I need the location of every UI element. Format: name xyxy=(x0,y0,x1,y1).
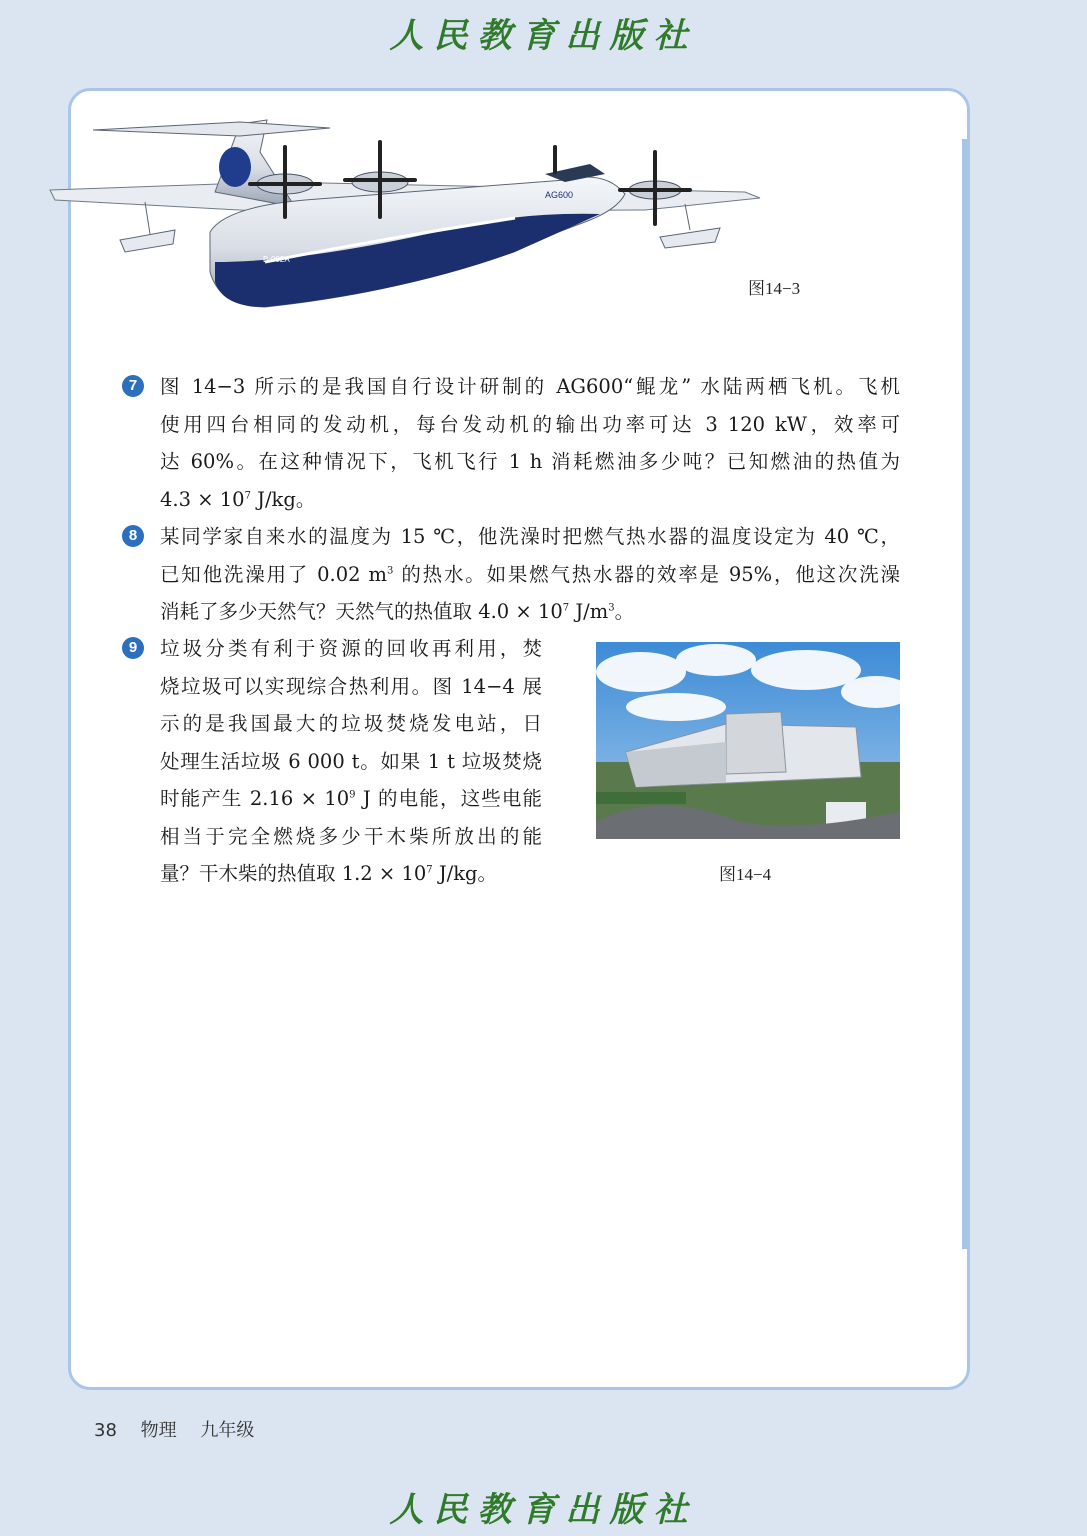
problem-9 xyxy=(122,630,552,895)
problem-8 xyxy=(122,518,902,633)
aircraft-registration: B-002A xyxy=(263,255,290,264)
problem-number-8: 8 xyxy=(122,525,144,547)
aircraft-tail-text: AG600 xyxy=(545,190,574,200)
problem-9-line-4: 处理生活垃圾 6 000 t。如果 1 t 垃圾焚烧 xyxy=(160,749,542,773)
problem-7-line-1: 图 14−3 所示的是我国自行设计研制的 AG600“鲲龙” 水陆两栖飞机。飞机 xyxy=(160,375,900,398)
problem-7 xyxy=(122,368,902,518)
page-footer xyxy=(94,1416,272,1442)
problem-9-line-7: 量？干木柴的热值取 $1.2 \times 10^7$ J/kg。 xyxy=(160,862,498,885)
problem-8-line-3: 消耗了多少天然气？天然气的热值取 $4.0 \times 10^7$ $J/m^3$。 xyxy=(160,600,635,623)
problem-9-line-2: 烧垃圾可以实现综合热利用。图 14−4 展 xyxy=(160,674,542,698)
problem-number-9: 9 xyxy=(122,637,144,659)
figure-14-4-caption: 图14−4 xyxy=(719,865,772,884)
publisher-logo-top: 人民教育出版社 xyxy=(389,16,698,56)
problem-8-line-2: 已知他洗澡用了 0.02 $m^3$ 的热水。如果燃气热水器的效率是 95%，他这次洗澡 xyxy=(160,562,900,586)
power-plant-photo xyxy=(596,642,900,839)
grade-label: 九年级 xyxy=(200,1420,255,1441)
problem-8-line-1: 某同学家自来水的温度为 15 ℃，他洗澡时把燃气热水器的温度设定为 40 ℃， xyxy=(160,525,900,548)
panel-edge-stripe xyxy=(962,139,967,1249)
problem-7-line-3: 达 60%。在这种情况下，飞机飞行 1 h 消耗燃油多少吨？已知燃油的热值为 xyxy=(160,450,900,473)
problem-7-line-2: 使用四台相同的发动机，每台发动机的输出功率可达 3 120 kW，效率可 xyxy=(160,412,900,436)
problem-9-line-1: 垃圾分类有利于资源的回收再利用，焚 xyxy=(160,637,542,660)
problem-number-7: 7 xyxy=(122,375,144,397)
problem-9-line-6: 相当于完全燃烧多少干木柴所放出的能 xyxy=(160,824,542,848)
page-number: 38 xyxy=(94,1420,117,1441)
amphibious-aircraft-image xyxy=(45,112,770,317)
figure-14-3-caption: 图14−3 xyxy=(748,279,801,298)
problem-9-line-3: 示的是我国最大的垃圾焚烧发电站，日 xyxy=(160,712,542,735)
problem-7-line-4: $4.3 \times 10^7$ J/kg。 xyxy=(160,487,316,511)
publisher-logo-bottom: 人民教育出版社 xyxy=(389,1490,698,1530)
problem-9-line-5: 时能产生 $2.16 \times 10^9$ J 的电能，这些电能 xyxy=(160,787,543,810)
subject-label: 物理 xyxy=(140,1420,177,1441)
